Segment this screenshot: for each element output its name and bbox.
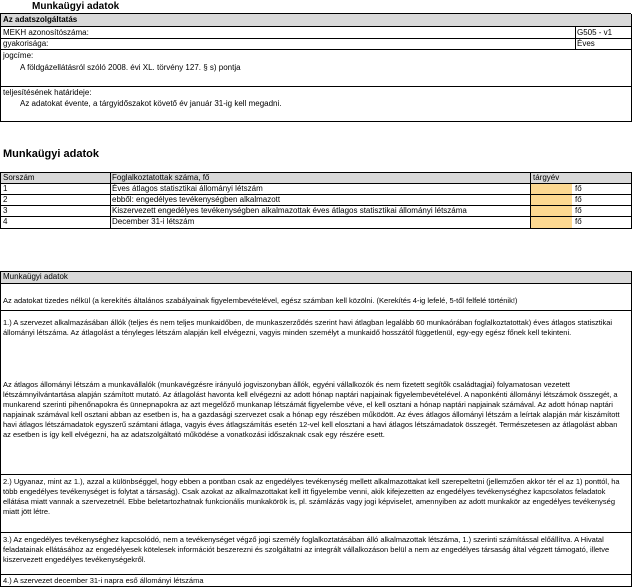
row-2-value-input[interactable] <box>531 195 572 205</box>
row-3-no: 3 <box>3 206 8 215</box>
notes-header-bar <box>0 271 631 283</box>
row-4-unit: fő <box>575 217 582 226</box>
notes-border-left <box>0 271 1 587</box>
row-3-value-input[interactable] <box>531 206 572 216</box>
note-2: 2.) Ugyanaz, mint az 1.), azzal a különbséggel, hogy ebben a pontban csak az engedélyes tevékenység mellett alkalmazottakat kell szerepeltetni (jellemzően akkor tér el az 1) ponttól, ha több engedélyes tevékenységet is folytat a társaság). Csak azokat az alkalmazottakat kell itt figyelembe venni, akik kifejezetten az engedélyes tevékenységhez kapcsolatos feladatok ellátása miatt vannak a szervezetnél. Ebbe beletartozhatnak funkcionális munkakörök is, pl. számlázás vagy jogi képviselet, amennyiben az adott munkakör az engedélyes tevékenység miatt jött létre. <box>3 477 620 516</box>
table-header-year: tárgyév <box>533 173 560 182</box>
row-1-value-input[interactable] <box>531 184 572 194</box>
table-header-no: Sorszám <box>3 173 35 182</box>
row-2-label: ebből: engedélyes tevékenységben alkalmazott <box>112 195 281 204</box>
form-value-divider <box>575 26 576 50</box>
divider <box>0 574 631 575</box>
table-col-divider <box>110 172 111 229</box>
note-1: 1.) A szervezet alkalmazásában állók (teljes és nem teljes munkaidőben, de munkaszerződés szerint havi átlagban legalább 60 munkaórában foglalkoztatottak) éves átlagos statisztikai állományi létszáma. Az átlagolást a tényleges létszám alapján kell elvégezni, vagyis minden személyt a munkaidő hosszától függetlenül, egy-egy egész főnek kell tekinteni. <box>3 318 613 337</box>
note-1-detail: Az átlagos állományi létszám a munkavállalók (munkavégzésre irányuló jogviszonyban állók, egyéni vállalkozók és nem fizetett segítők családtagjai) folyamatosan vezetett létszámnyilvántartása alapján számított mutató. Az átlagolást havonta kell elvégezni az adott hónap naptári napjainak figyelembevételével. A naponkénti állományi létszámok összegét, a munkarend szerinti pihenőnapokra és ünnepnapokra az azt megelőző munkanap létszámát figyelembe véve, el kell osztani a hónap naptári napjainak számával. Az adott hónap naptári napjainak számával kell osztani abban az esetben is, ha a gazdasági szervezet csak a hónap egy részében működött. Az éves átlagos állományi létszám a leírtak alapján már kiszámított havi átlagos létszámadatok egyszerű számtani átlaga, vagyis éves átlagszámítás esetén 12-vel kell elosztani a havi átlagos létszámadatok összegét. Természetesen az átlagolást abban az esetben is így kell elvégezni, ha az adatszolgáltató működése a vonatkozási időszaknak csak egy részére esett. <box>3 380 620 439</box>
divider <box>0 172 631 173</box>
row-4-value-input[interactable] <box>531 217 572 228</box>
divider <box>0 86 631 87</box>
row-1-unit: fő <box>575 184 582 193</box>
row-4-label: December 31-i létszám <box>112 217 195 226</box>
divider <box>0 228 631 229</box>
divider <box>0 121 631 122</box>
notes-border-right <box>631 271 632 587</box>
section-header: Az adatszolgáltatás <box>0 14 631 26</box>
divider <box>0 310 631 311</box>
divider <box>0 49 631 50</box>
row-3-unit: fő <box>575 206 582 215</box>
deadline-label: teljesítésének határideje: <box>3 88 92 97</box>
divider <box>0 474 631 475</box>
row-4-no: 4 <box>3 217 8 226</box>
table-border-left <box>0 172 1 229</box>
notes-header: Munkaügyi adatok <box>3 272 68 281</box>
row-2-no: 2 <box>3 195 8 204</box>
legal-basis-value: A földgázellátásról szóló 2008. évi XL. törvény 127. § s) pontja <box>20 63 241 72</box>
mekh-id-value: G505 - v1 <box>577 28 613 37</box>
frequency-value: Éves <box>577 39 595 48</box>
row-3-label: Kiszervezett engedélyes tevékenységben alkalmazottak éves átlagos statisztikai állományi létszáma <box>112 206 467 215</box>
table-title: Munkaügyi adatok <box>3 148 99 160</box>
notes-intro: Az adatokat tizedes nélkül (a kerekítés általános szabályainak figyelembevételével, egész számban kell közölni. (Kerekítés 4-ig lefelé, 5-től felfelé történik!) <box>3 296 518 305</box>
divider <box>0 26 631 27</box>
frequency-label: gyakorisága: <box>3 39 49 48</box>
form-title: Munkaügyi adatok <box>32 1 120 12</box>
divider <box>0 38 631 39</box>
table-header-label: Foglalkoztatottak száma, fő <box>112 173 210 182</box>
form-border-left <box>0 14 1 122</box>
deadline-value: Az adatokat évente, a tárgyidőszakot követő év január 31-ig kell megadni. <box>20 99 282 108</box>
form-border-right <box>631 14 632 122</box>
row-1-no: 1 <box>3 184 8 193</box>
row-2-unit: fő <box>575 195 582 204</box>
row-1-label: Éves átlagos statisztikai állományi létszám <box>112 184 263 193</box>
note-4: 4.) A szervezet december 31-i napra eső állományi létszáma <box>3 576 204 585</box>
mekh-id-label: MEKH azonosítószáma: <box>3 28 89 37</box>
divider <box>0 271 631 272</box>
divider <box>0 283 631 284</box>
table-border-right <box>631 172 632 229</box>
note-3: 3.) Az engedélyes tevékenységhez kapcsolódó, nem a tevékenységet végző jogi személy foglalkoztatásában álló alkalmazottak létszáma, 1.) szerinti számítással előállítva. A Hivatal feladatainak ellátásához az engedélyesek kötelesek információt beszerezni és szolgáltatni az integrált vállalkozáson belül a nem az engedélyes társaság által végzett támogató, illetve kiszervezett engedélyes tevékenységekről. <box>3 535 610 564</box>
legal-basis-label: jogcíme: <box>3 51 34 60</box>
divider <box>0 532 631 533</box>
